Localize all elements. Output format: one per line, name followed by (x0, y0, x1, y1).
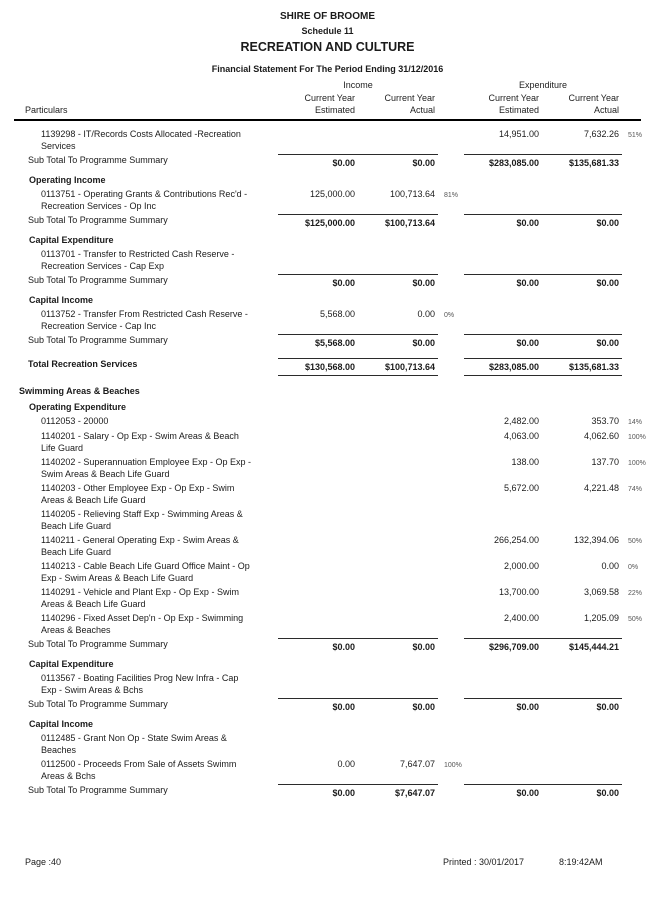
income-actual-total: $100,713.64 (358, 358, 438, 376)
income-percent (438, 560, 464, 563)
account-name: 1139298 - IT/Records Costs Allocated -Recreation Services (41, 129, 241, 151)
expenditure-actual-header-line2: Actual (593, 105, 619, 115)
income-estimated-value: 5,568.00 (319, 309, 355, 319)
account-row (14, 560, 653, 584)
income-percent: 0% (444, 312, 455, 319)
subtotal-label: Sub Total To Programme Summary (28, 785, 168, 795)
income-actual-total: $0.00 (358, 638, 438, 653)
program-header-label: Swimming Areas & Beaches (19, 386, 140, 396)
account-row (14, 732, 653, 756)
table-body (14, 121, 653, 799)
income-actual-total: $0.00 (358, 334, 438, 349)
expenditure-actual-value: 0.00 (601, 561, 619, 571)
expenditure-estimated-total: $0.00 (464, 784, 542, 799)
income-percent-spacer (438, 698, 464, 701)
account-row (14, 534, 653, 558)
expenditure-actual-header (542, 92, 622, 116)
income-actual-header-line2: Actual (409, 105, 435, 115)
expenditure-percent-spacer (622, 358, 653, 361)
schedule-title: Schedule 11 (301, 26, 354, 36)
total-label: Total Recreation Services (28, 359, 138, 369)
expenditure-percent: 0% (628, 564, 639, 571)
expenditure-estimated-value: 266,254.00 (493, 535, 539, 545)
income-percent (438, 612, 464, 615)
statement-subtitle: Financial Statement For The Period Ending 31/12/2016 (211, 64, 444, 74)
income-percent (438, 430, 464, 433)
expenditure-actual-value: 1,205.09 (583, 613, 619, 623)
program-row (14, 385, 653, 397)
account-name: 0112485 - Grant Non Op - State Swim Areas & Beaches (41, 733, 227, 755)
account-name: 0113751 - Operating Grants & Contributions Rec'd - Recreation Services - Op Inc (41, 189, 248, 211)
expenditure-actual-total: $135,681.33 (542, 154, 622, 169)
account-name: 1140201 - Salary - Op Exp - Swim Areas & Beach Life Guard (41, 431, 239, 453)
expenditure-percent: 74% (628, 486, 643, 493)
expenditure-actual-value: 132,394.06 (573, 535, 619, 545)
income-estimated-total: $130,568.00 (278, 358, 358, 376)
income-percent (438, 248, 464, 251)
section-header-label: Operating Income (29, 175, 106, 185)
expenditure-actual-value: 137.70 (591, 457, 619, 467)
expenditure-percent (622, 308, 653, 311)
account-row (14, 456, 653, 480)
section-row (14, 658, 653, 670)
total-row (14, 358, 653, 376)
account-row (14, 612, 653, 636)
section-row (14, 234, 653, 246)
income-actual-total: $0.00 (358, 698, 438, 713)
expenditure-percent (622, 248, 653, 251)
income-percent (438, 586, 464, 589)
account-row (14, 430, 653, 454)
expenditure-actual-total: $0.00 (542, 274, 622, 289)
subtotal-label: Sub Total To Programme Summary (28, 699, 168, 709)
account-name: 0113567 - Boating Facilities Prog New Infra - Cap Exp - Swim Areas & Bchs (41, 673, 239, 695)
subtotal-label: Sub Total To Programme Summary (28, 275, 168, 285)
account-name: 0113701 - Transfer to Restricted Cash Reserve - Recreation Services - Cap Exp (41, 249, 235, 271)
expenditure-percent: 50% (628, 538, 643, 545)
account-name: 1140205 - Relieving Staff Exp - Swimming Areas & Beach Life Guard (41, 509, 243, 531)
income-percent-spacer (438, 784, 464, 787)
table-column-headers (14, 79, 653, 121)
expenditure-percent (622, 732, 653, 735)
expenditure-actual-total: $135,681.33 (542, 358, 622, 376)
subtotal-label: Sub Total To Programme Summary (28, 335, 168, 345)
income-estimated-value: 0.00 (337, 759, 355, 769)
printed-date: Printed : 30/01/2017 (443, 857, 525, 867)
section-header-label: Operating Expenditure (29, 402, 127, 412)
expenditure-estimated-value: 2,400.00 (503, 613, 539, 623)
income-percent-spacer (438, 214, 464, 217)
expenditure-percent-spacer (622, 638, 653, 641)
subtotal-row (14, 274, 653, 289)
section-header-label: Capital Income (29, 719, 94, 729)
income-estimated-header (278, 92, 358, 116)
income-actual-total: $0.00 (358, 274, 438, 289)
account-row (14, 248, 653, 272)
programme-title: RECREATION AND CULTURE (240, 40, 415, 54)
expenditure-percent: 51% (628, 132, 643, 139)
expenditure-estimated-total: $283,085.00 (464, 154, 542, 169)
income-percent: 100% (444, 762, 462, 769)
account-name: 1140213 - Cable Beach Life Guard Office Maint - Op Exp - Swim Areas & Beach Life Guard (41, 561, 250, 583)
expenditure-estimated-value: 4,063.00 (503, 431, 539, 441)
income-percent (438, 415, 464, 418)
expenditure-percent (622, 672, 653, 675)
account-row (14, 482, 653, 506)
expenditure-percent-spacer (622, 784, 653, 787)
subtotal-label: Sub Total To Programme Summary (28, 639, 168, 649)
expenditure-group-header: Expenditure (518, 80, 568, 90)
expenditure-actual-total: $0.00 (542, 214, 622, 229)
particulars-header: Particulars (25, 105, 68, 115)
account-row (14, 508, 653, 532)
expenditure-actual-total: $0.00 (542, 334, 622, 349)
expenditure-estimated-value: 14,951.00 (498, 129, 539, 139)
expenditure-estimated-total: $0.00 (464, 274, 542, 289)
expenditure-actual-total: $0.00 (542, 784, 622, 799)
column-group-row (14, 79, 653, 91)
expenditure-estimated-total: $0.00 (464, 214, 542, 229)
expenditure-percent-spacer (622, 334, 653, 337)
income-percent-spacer (438, 358, 464, 361)
account-row (14, 415, 653, 428)
expenditure-estimated-header (464, 92, 542, 116)
expenditure-estimated-total: $296,709.00 (464, 638, 542, 653)
document-header (14, 0, 641, 75)
income-actual-header (358, 92, 438, 116)
expenditure-percent (622, 508, 653, 511)
account-row (14, 128, 653, 152)
organisation-title: SHIRE OF BROOME (279, 11, 375, 22)
expenditure-percent: 14% (628, 419, 643, 426)
section-row (14, 718, 653, 730)
expenditure-actual-total: $145,444.21 (542, 638, 622, 653)
income-percent (438, 482, 464, 485)
income-actual-value: 0.00 (417, 309, 435, 319)
expenditure-estimated-total: $0.00 (464, 698, 542, 713)
expenditure-estimated-header-line1: Current Year (488, 93, 539, 103)
expenditure-actual-total: $0.00 (542, 698, 622, 713)
subtotal-row (14, 214, 653, 229)
account-row (14, 586, 653, 610)
income-percent-spacer (438, 638, 464, 641)
expenditure-percent: 50% (628, 616, 643, 623)
subtotal-row (14, 784, 653, 799)
section-header-label: Capital Expenditure (29, 235, 114, 245)
account-row (14, 308, 653, 332)
expenditure-actual-header-line1: Current Year (568, 93, 619, 103)
income-actual-total: $100,713.64 (358, 214, 438, 229)
subtotal-row (14, 638, 653, 653)
income-estimated-header-line2: Estimated (314, 105, 355, 115)
income-actual-value: 7,647.07 (399, 759, 435, 769)
income-percent (438, 508, 464, 511)
account-name: 1140211 - General Operating Exp - Swim Areas & Beach Life Guard (41, 535, 239, 557)
subtotal-label: Sub Total To Programme Summary (28, 155, 168, 165)
expenditure-estimated-header-line2: Estimated (498, 105, 539, 115)
expenditure-estimated-total: $283,085.00 (464, 358, 542, 376)
expenditure-percent: 22% (628, 590, 643, 597)
account-row (14, 672, 653, 696)
section-row (14, 294, 653, 306)
expenditure-actual-value: 4,221.48 (583, 483, 619, 493)
income-percent-spacer (438, 274, 464, 277)
income-group-header: Income (343, 80, 373, 90)
expenditure-estimated-total: $0.00 (464, 334, 542, 349)
income-percent (438, 672, 464, 675)
account-name: 1140296 - Fixed Asset Dep'n - Op Exp - Swimming Areas & Beaches (41, 613, 244, 635)
expenditure-percent-spacer (622, 214, 653, 217)
income-estimated-total: $125,000.00 (278, 214, 358, 229)
page-number: Page :40 (25, 857, 62, 867)
income-percent (438, 456, 464, 459)
income-percent (438, 732, 464, 735)
account-row (14, 758, 653, 782)
account-name: 0112500 - Proceeds From Sale of Assets Swimm Areas & Bchs (41, 759, 237, 781)
account-name: 1140203 - Other Employee Exp - Op Exp - Swim Areas & Beach Life Guard (41, 483, 235, 505)
section-header-label: Capital Income (29, 295, 94, 305)
expenditure-percent: 100% (628, 460, 646, 467)
income-actual-value: 100,713.64 (389, 189, 435, 199)
expenditure-actual-value: 7,632.26 (583, 129, 619, 139)
account-name: 1140202 - Superannuation Employee Exp - Op Exp - Swim Areas & Beach Life Guard (41, 457, 251, 479)
expenditure-actual-value: 3,069.58 (583, 587, 619, 597)
account-row (14, 188, 653, 212)
income-estimated-total: $0.00 (278, 274, 358, 289)
income-estimated-total: $0.00 (278, 698, 358, 713)
income-actual-header-line1: Current Year (384, 93, 435, 103)
page-footer (14, 856, 641, 870)
expenditure-estimated-value: 2,482.00 (503, 416, 539, 426)
column-header-row (14, 92, 653, 116)
expenditure-actual-value: 353.70 (591, 416, 619, 426)
expenditure-estimated-value: 13,700.00 (498, 587, 539, 597)
income-percent (438, 128, 464, 131)
section-header-label: Capital Expenditure (29, 659, 114, 669)
section-row (14, 174, 653, 186)
expenditure-percent (622, 188, 653, 191)
income-actual-total: $7,647.07 (358, 784, 438, 799)
account-name: 0112053 - 20000 (41, 416, 109, 426)
income-estimated-header-line1: Current Year (304, 93, 355, 103)
expenditure-estimated-value: 5,672.00 (503, 483, 539, 493)
subtotal-label: Sub Total To Programme Summary (28, 215, 168, 225)
expenditure-estimated-value: 2,000.00 (503, 561, 539, 571)
income-estimated-total: $5,568.00 (278, 334, 358, 349)
income-actual-total: $0.00 (358, 154, 438, 169)
expenditure-percent (622, 758, 653, 761)
account-name: 1140291 - Vehicle and Plant Exp - Op Exp - Swim Areas & Beach Life Guard (41, 587, 239, 609)
income-estimated-value: 125,000.00 (309, 189, 355, 199)
income-percent-spacer (438, 334, 464, 337)
expenditure-percent-spacer (622, 698, 653, 701)
printed-time: 8:19:42AM (559, 857, 603, 867)
expenditure-percent: 100% (628, 434, 646, 441)
income-estimated-total: $0.00 (278, 784, 358, 799)
expenditure-percent-spacer (622, 274, 653, 277)
income-estimated-total: $0.00 (278, 154, 358, 169)
account-name: 0113752 - Transfer From Restricted Cash Reserve - Recreation Service - Cap Inc (41, 309, 248, 331)
income-percent: 81% (444, 192, 459, 199)
income-percent-spacer (438, 154, 464, 157)
subtotal-row (14, 334, 653, 349)
subtotal-row (14, 698, 653, 713)
section-row (14, 401, 653, 413)
expenditure-estimated-value: 138.00 (511, 457, 539, 467)
expenditure-actual-value: 4,062.60 (583, 431, 619, 441)
income-percent (438, 534, 464, 537)
subtotal-row (14, 154, 653, 169)
expenditure-percent-spacer (622, 154, 653, 157)
income-estimated-total: $0.00 (278, 638, 358, 653)
